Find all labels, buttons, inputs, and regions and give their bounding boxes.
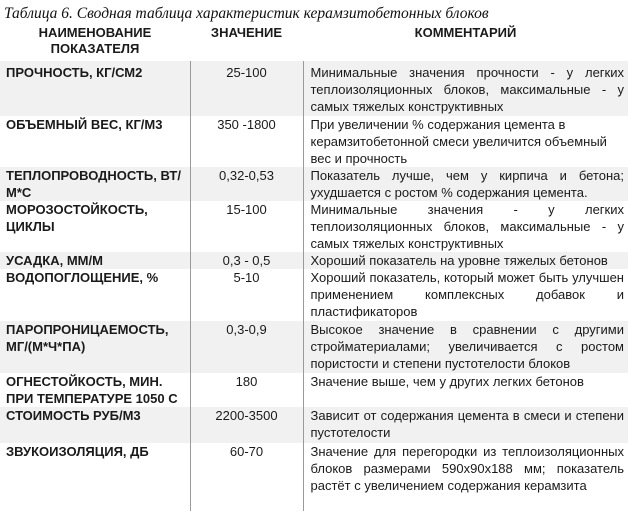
row-value: 25-100 [190, 61, 303, 116]
characteristics-table [0, 25, 628, 511]
table-row [0, 252, 628, 269]
row-name: СТОИМОСТЬ РУБ/М3 [0, 407, 190, 443]
row-name: ЗВУКОИЗОЛЯЦИЯ, ДБ [0, 443, 190, 511]
row-value: 2200-3500 [190, 407, 303, 443]
header-comment: КОММЕНТАРИЙ [414, 25, 517, 40]
row-value: 5-10 [190, 269, 303, 321]
row-value: 60-70 [190, 443, 303, 511]
table-header-row [0, 25, 628, 61]
row-comment: Хороший показатель, который может быть улучшен применением комплексных добавок и пластификаторов [310, 270, 624, 319]
table-row [0, 116, 628, 167]
table-row [0, 373, 628, 407]
row-name: ВОДОПОГЛОЩЕНИЕ, % [0, 269, 190, 321]
row-name: ОГНЕСТОЙКОСТЬ, МИН. ПРИ ТЕМПЕРАТУРЕ 1050 С [0, 373, 190, 407]
row-name: УСАДКА, ММ/М [0, 252, 190, 269]
table-row [0, 443, 628, 511]
row-value: 0,3 - 0,5 [190, 252, 303, 269]
row-comment: Хороший показатель на уровне тяжелых бетонов [303, 252, 628, 269]
row-comment: Минимальные значения - у легких теплоизоляционных блоков, максимальные - у самых тяжелых конструктивных [310, 202, 624, 251]
row-name: ПРОЧНОСТЬ, КГ/СМ2 [0, 61, 190, 116]
row-comment: Высокое значение в сравнении с другими стройматериалами; увеличивается с ростом пористости и степени пустотелости блоков [303, 321, 628, 373]
row-comment: Значение выше, чем у других легких бетонов [310, 374, 584, 389]
table-row [0, 407, 628, 443]
table-row [0, 167, 628, 201]
row-comment: Показатель лучше, чем у кирпича и бетона; ухудшается с ростом % содержания цемента. [303, 167, 628, 201]
row-comment: При увеличении % содержания цемента в керамзитобетонной смеси увеличится объемный вес и прочность [310, 117, 607, 166]
table-row [0, 201, 628, 252]
table-row [0, 61, 628, 116]
row-name: ПАРОПРОНИЦАЕМОСТЬ, МГ/(М*Ч*ПА) [0, 321, 190, 373]
row-value: 350 -1800 [190, 116, 303, 167]
row-name: ТЕПЛОПРОВОДНОСТЬ, ВТ/М*С [0, 167, 190, 201]
row-name: ОБЪЕМНЫЙ ВЕС, КГ/М3 [0, 116, 190, 167]
table-row [0, 269, 628, 321]
table-row [0, 321, 628, 373]
table-caption: Таблица 6. Сводная таблица характеристик керамзитобетонных блоков [4, 5, 489, 22]
header-value: ЗНАЧЕНИЕ [210, 25, 283, 40]
row-comment: Минимальные значения прочности - у легких теплоизоляционных блоков, максимальные - у самых тяжелых конструктивных [303, 61, 628, 116]
row-value: 0,32-0,53 [190, 167, 303, 201]
row-comment: Зависит от содержания цемента в смеси и степени пустотелости [303, 407, 628, 443]
row-name: МОРОЗОСТОЙКОСТЬ, ЦИКЛЫ [0, 201, 190, 252]
row-value: 15-100 [190, 201, 303, 252]
header-name: НАИМЕНОВАНИЕ ПОКАЗАТЕЛЯ [38, 25, 152, 56]
row-value: 180 [190, 373, 303, 407]
row-value: 0,3-0,9 [190, 321, 303, 373]
row-comment: Значение для перегородки из теплоизоляционных блоков размерами 590х90х188 мм; показатель растёт с увеличением содержания керамзита [310, 444, 624, 493]
